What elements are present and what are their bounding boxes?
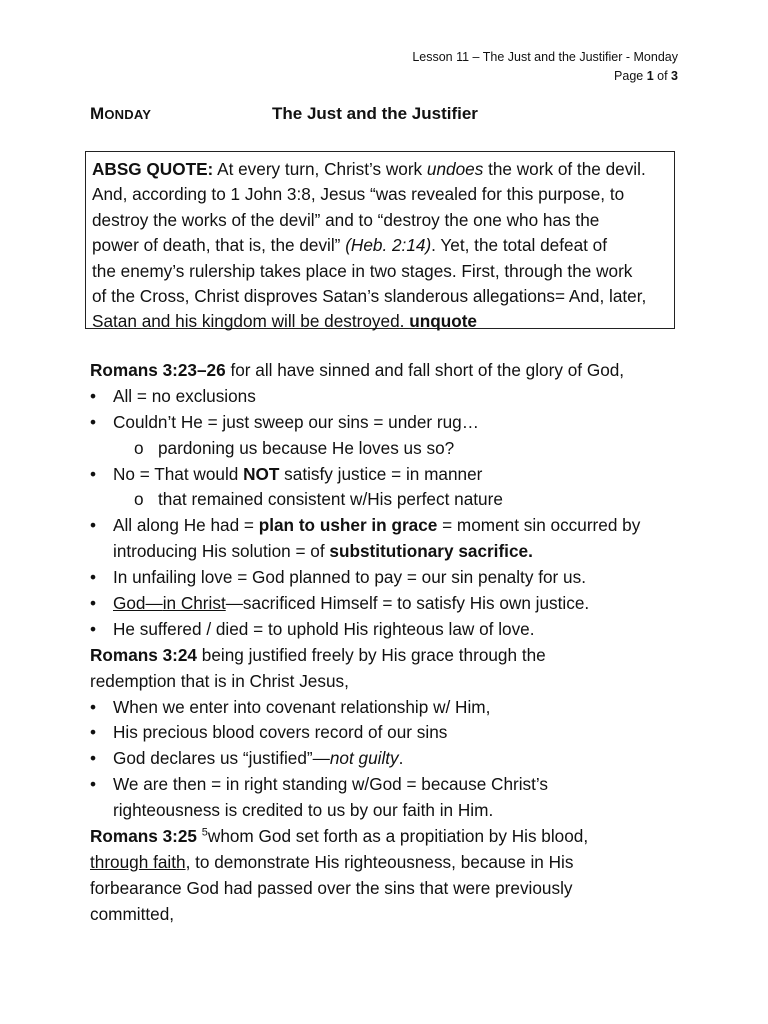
list-item: • God—in Christ—sacrificed Himself = to satisfy His own justice. [90,591,640,617]
bullet-icon: • [90,722,97,743]
notes-body [90,358,640,928]
page-number: Page 1 of 3 [614,69,678,83]
list-item: • His precious blood covers record of our sins [90,720,640,746]
list-item: • No = That would NOT satisfy justice = in manner [90,462,640,488]
list-item: • God declares us “justified”—not guilty. [90,746,640,772]
quote-end: unquote [409,311,477,332]
bullet-icon: • [90,463,97,484]
list-item: • He suffered / died = to uphold His righteous law of love. [90,617,640,643]
list-item: • In unfailing love = God planned to pay = our sin penalty for us. [90,565,640,591]
scripture-ref: Romans 3:25 [90,826,197,847]
bullet-icon: • [90,567,97,588]
scripture-line-continued: committed, [90,903,175,924]
scripture-ref: Romans 3:23–26 [90,360,226,380]
scripture-line-continued: forbearance God had passed over the sins that were previously [90,877,573,898]
bullet-icon: • [90,774,97,795]
list-item-continued: righteousness is credited to us by our faith in Him. [113,800,494,821]
bullet-icon: • [90,618,97,639]
scripture-line-continued: redemption that is in Christ Jesus, [90,670,349,691]
list-item-continued: introducing His solution = of substitutionary sacrifice. [113,541,533,562]
bullet-icon: • [90,411,97,432]
scripture-line: Romans 3:23–26 for all have sinned and fall short of the glory of God, [90,360,625,380]
sub-list-item: o pardoning us because He loves us so? [90,436,640,462]
list-item: • We are then = in right standing w/God = because Christ’s [90,772,640,798]
list-item: • All = no exclusions [90,384,640,410]
scripture-line: Romans 3:24 being justified freely by His grace through the [90,644,546,665]
circle-bullet-icon: o [134,489,144,510]
list-item: • Couldn’t He = just sweep our sins = under rug… [90,410,640,436]
lesson-title: The Just and the Justifier [272,104,478,123]
sub-list-item: o that remained consistent w/His perfect nature [90,487,640,513]
bullet-icon: • [90,385,97,406]
day-heading: MONDAY [90,104,152,123]
bullet-icon: • [90,748,97,769]
quote-label: ABSG QUOTE: [92,159,214,179]
absg-quote-box: ABSG QUOTE: At every turn, Christ’s work undoes the work of the devil. And, according to 1 John 3:8, Jesus “was revealed for this purpose, to destroy the works of the devil” and to “destroy the one who has the power of death, that is, the devil” (Heb. 2:14). Yet, the total defeat of the enemy’s rulership takes place in two stages. First, through the work of the Cross, Christ disproves Satan’s slanderous allegations= And, later, Satan and his kingdom will be destroyed. unquote [85,151,675,329]
bullet-icon: • [90,515,97,536]
bullet-icon: • [90,593,97,614]
circle-bullet-icon: o [134,437,144,458]
bullet-icon: • [90,696,97,717]
running-header: Lesson 11 – The Just and the Justifier - Monday [412,50,678,64]
list-item: • When we enter into covenant relationship w/ Him, [90,695,640,721]
list-item: • All along He had = plan to usher in grace = moment sin occurred by [90,513,640,539]
scripture-line: Romans 3:25 $^5$whom God set forth as a propitiation by His blood, [90,826,589,847]
scripture-ref: Romans 3:24 [90,644,197,665]
scripture-line-continued: through faith, to demonstrate His righteousness, because in His [90,851,574,872]
